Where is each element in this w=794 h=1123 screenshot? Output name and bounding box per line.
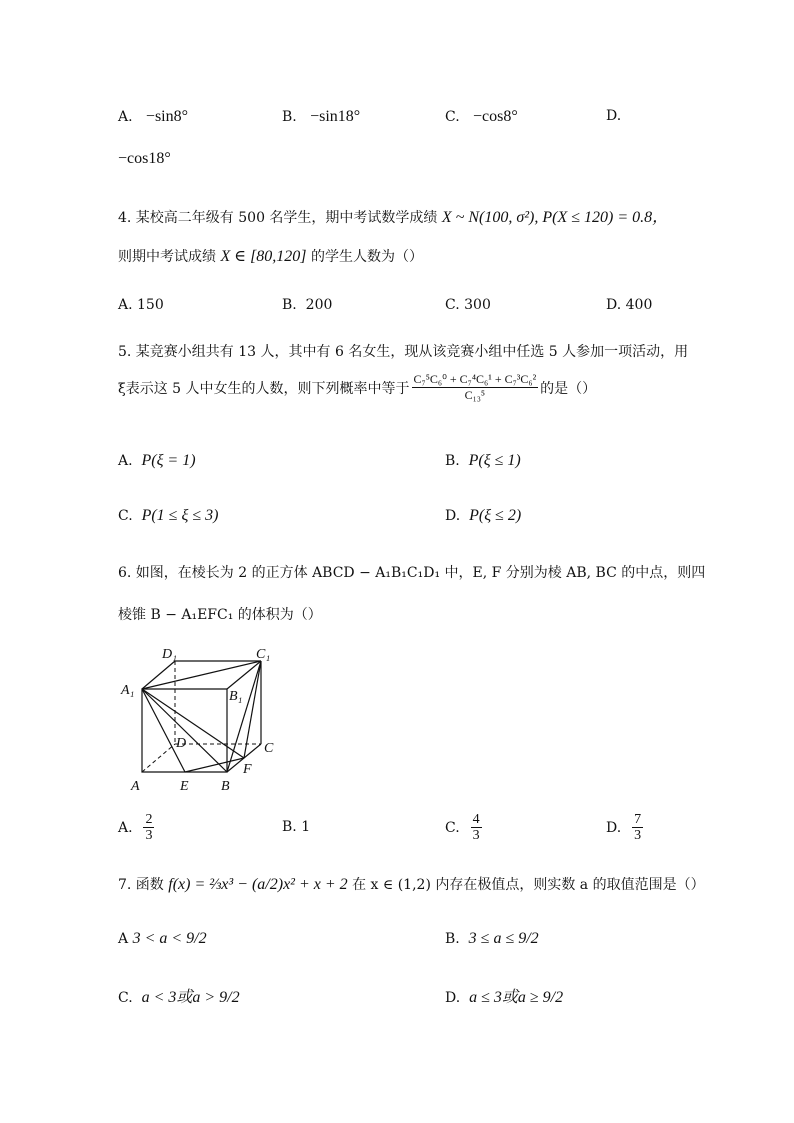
q4-distribution-math: X ~ N(100, σ²), P(X ≤ 120) = 0.8，	[441, 209, 669, 226]
label-f: F	[243, 762, 252, 777]
q3-option-a: A. −sin8°	[118, 108, 189, 125]
q4-option-a: A. 150	[118, 297, 164, 313]
label-a1: A₁	[121, 683, 135, 698]
q6-option-d: D. $\frac{7}{3}$	[606, 812, 642, 843]
q3-option-d-text: −cos18°	[118, 150, 171, 167]
q7-option-c: C. a < 3或a > 9/2	[118, 989, 240, 1006]
label-e: E	[180, 779, 189, 794]
q4-interval-math: X ∈ [80,120]	[220, 248, 307, 265]
label-c1: C₁	[256, 647, 271, 662]
q5-option-d: D. P(ξ ≤ 2)	[445, 507, 522, 524]
cube-figure	[115, 642, 285, 797]
q4-stem-line2: 则期中考试成绩 X ∈ [80,120] 的学生人数为（）	[118, 248, 423, 265]
q3-option-b: B. −sin18°	[282, 108, 361, 125]
q4-option-b: B. 200	[282, 297, 333, 313]
label-b1: B₁	[229, 689, 243, 704]
q3-option-a-text: −sin8°	[145, 108, 189, 125]
label-c: C	[264, 741, 274, 756]
q5-option-b: B. P(ξ ≤ 1)	[445, 452, 521, 469]
q4-option-d: D. 400	[606, 297, 653, 313]
q5-option-c: C. P(1 ≤ ξ ≤ 3)	[118, 507, 219, 524]
q5-option-a: A. P(ξ = 1)	[118, 452, 196, 469]
q4-option-c: C. 300	[445, 297, 491, 313]
q3-option-c: C. −cos8°	[445, 108, 518, 125]
label-a: A	[131, 779, 140, 794]
q5-stem-line2: ξ表示这 5 人中女生的人数，则下列概率中等于 $\frac{\text{C₇⁵C₆⁰ + C₇⁴C₆¹ + C₇³C₆²}}{\text{C₁₃⁵}}$ 的是（）	[118, 372, 597, 402]
q6-option-b: B. 1	[282, 819, 311, 835]
q7-option-a: A 3 < a < 9/2	[118, 930, 207, 947]
q6-stem-line1: 6. 如图，在棱长为 2 的正方体 ABCD − A₁B₁C₁D₁ 中，E, F 分别为棱 AB, BC 的中点，则四	[118, 565, 706, 581]
q7-function-math: f(x) = ⅔x³ − (a/2)x² + x + 2	[168, 876, 348, 893]
q7-option-d: D. a ≤ 3或a ≥ 9/2	[445, 989, 564, 1006]
label-d: D	[176, 736, 187, 751]
q3-option-d: D.	[606, 108, 622, 124]
q7-option-b: B. 3 ≤ a ≤ 9/2	[445, 930, 539, 947]
q7-stem: 7. 函数 f(x) = ⅔x³ − (a/2)x² + x + 2 在 x ∈ (1,2) 内存在极值点，则实数 a 的取值范围是（）	[118, 876, 705, 893]
q6-stem-line2: 棱锥 B − A₁EFC₁ 的体积为（）	[118, 607, 322, 623]
q6-option-c: C. $\frac{4}{3}$	[445, 812, 480, 843]
q6-option-a: A. $\frac{2}{3}$	[118, 812, 153, 843]
q3-option-b-text: −sin18°	[310, 108, 361, 125]
q4-stem-line1: 4. 某校高二年级有 500 名学生，期中考试数学成绩 X ~ N(100, σ²), P(X ≤ 120) = 0.8，	[118, 209, 669, 226]
q5-stem-line1: 5. 某竞赛小组共有 13 人，其中有 6 名女生，现从该竞赛小组中任选 5 人参加一项活动，用	[118, 344, 689, 360]
q5-probability-fraction: $\frac{\text{C₇⁵C₆⁰ + C₇⁴C₆¹ + C₇³C₆²}}{\text{C₁₃⁵}}$	[413, 372, 537, 402]
label-b: B	[221, 779, 230, 794]
q3-option-c-text: −cos8°	[473, 108, 518, 125]
label-d1: D₁	[162, 647, 177, 662]
